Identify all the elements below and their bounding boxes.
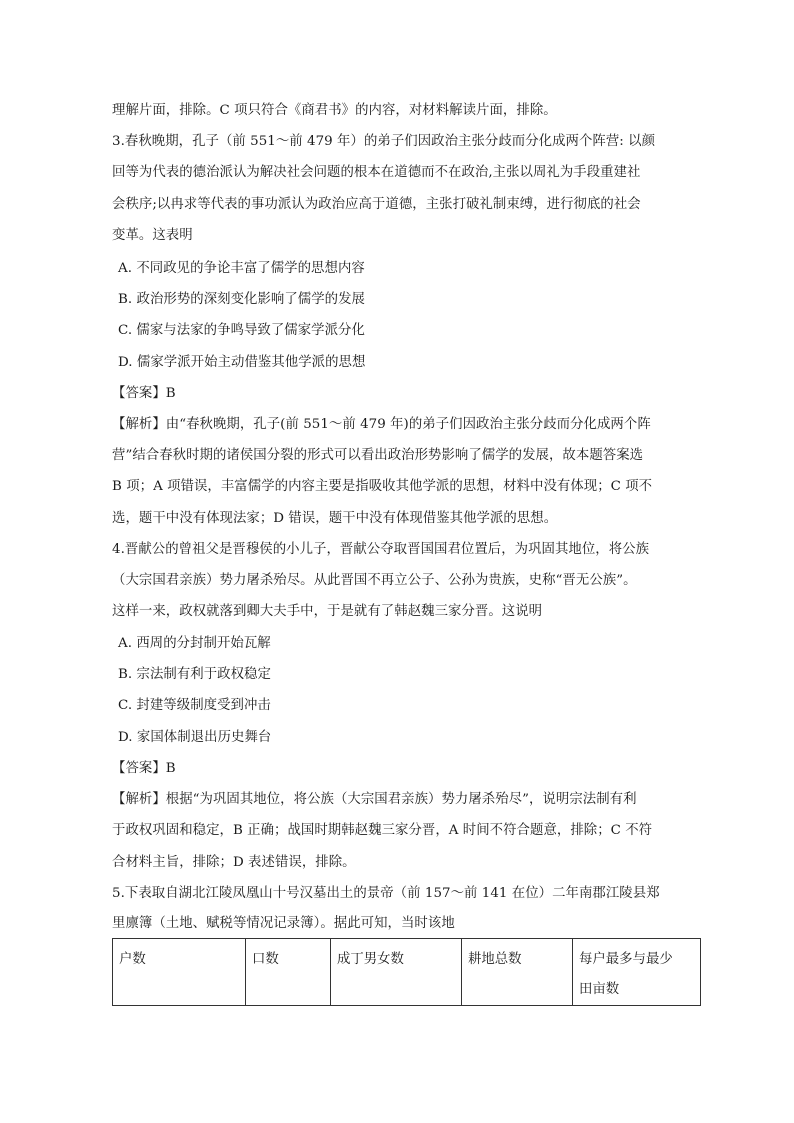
question-3-option-d: D. 儒家学派开始主动借鉴其他学派的思想 [118,355,366,370]
table-header-cell: 口数 [246,939,331,1006]
question-4-stem-line-3: 这样一来，政权就落到卿大夫手中，于是就有了韩赵魏三家分晋。这说明 [112,604,543,619]
table-header-cell: 成丁男女数 [331,939,462,1006]
question-3-stem-line-3: 会秩序;以冉求等代表的事功派认为政治应高于道德，主张打破礼制束缚，进行彻底的社会 [112,197,641,212]
table-header-row [113,939,701,1006]
table-header-text-line-1: 每户最多与最少 [579,952,673,967]
question-3-analysis-line-3: B 项；A 项错误，丰富儒学的内容主要是指吸收其他学派的思想，材料中没有体现；C 项不 [112,479,653,494]
question-4-stem-line-1: 4.晋献公的曾祖父是晋穆侯的小儿子，晋献公夺取晋国国君位置后，为巩固其地位，将公族 [112,542,650,557]
table-header-text-line-2: 田亩数 [579,982,620,997]
question-4-option-d: D. 家国体制退出历史舞台 [118,730,272,745]
question-5-stem-line-2: 里廪簿（土地、赋税等情况记录簿）。据此可知，当时该地 [112,916,455,931]
question-4-analysis-line-3: 合材料主旨，排除；D 表述错误，排除。 [112,855,356,870]
question-3-stem-line-1: 3.春秋晚期，孔子（前 551～前 479 年）的弟子们因政治主张分歧而分化成两个阵营: 以颜 [112,134,656,149]
question-3-stem-line-4: 变革。这表明 [112,228,193,243]
table-header-cell [573,939,701,1006]
question-4-option-a: A. 西周的分封制开始瓦解 [118,636,271,651]
question-3-analysis-line-1: 【解析】由“春秋晚期，孔子(前 551～前 479 年)的弟子们因政治主张分歧而分化成两个阵 [112,417,651,432]
question-4-answer: 【答案】B [112,761,176,776]
census-table [112,938,701,1006]
table-header-cell: 户数 [113,939,246,1006]
table-header-cell: 耕地总数 [462,939,573,1006]
question-3-option-a: A. 不同政见的争论丰富了儒学的思想内容 [118,261,365,276]
question-5-stem-line-1: 5.下表取自湖北江陵凤凰山十号汉墓出土的景帝（前 157～前 141 在位）二年南郡江陵县郑 [112,886,660,901]
question-3-stem-line-2: 回等为代表的德治派认为解决社会问题的根本在道德而不在政治,主张以周礼为手段重建社 [112,165,641,180]
question-3-option-c: C. 儒家与法家的争鸣导致了儒家学派分化 [118,323,365,338]
question-4-option-c: C. 封建等级制度受到冲击 [118,698,271,713]
text-line-1: 理解片面，排除。C 项只符合《商君书》的内容，对材料解读片面，排除。 [112,103,557,118]
question-3-analysis-line-4: 选，题干中没有体现法家；D 错误，题干中没有体现借鉴其他学派的思想。 [112,511,558,526]
question-3-analysis-line-2: 营”结合春秋时期的诸侯国分裂的形式可以看出政治形势影响了儒学的发展，故本题答案选 [112,448,644,463]
question-4-option-b: B. 宗法制有利于政权稳定 [118,667,271,682]
question-3-answer: 【答案】B [112,386,176,401]
question-4-analysis-line-2: 于政权巩固和稳定，B 正确；战国时期韩赵魏三家分晋，A 时间不符合题意，排除；C 不符 [112,823,653,838]
question-4-stem-line-2: （大宗国君亲族）势力屠杀殆尽。从此晋国不再立公子、公孙为贵族，史称“晋无公族”。 [112,573,637,588]
question-3-option-b: B. 政治形势的深刻变化影响了儒学的发展 [118,292,365,307]
question-4-analysis-line-1: 【解析】根据“为巩固其地位，将公族（大宗国君亲族）势力屠杀殆尽”，说明宗法制有利 [112,792,637,807]
